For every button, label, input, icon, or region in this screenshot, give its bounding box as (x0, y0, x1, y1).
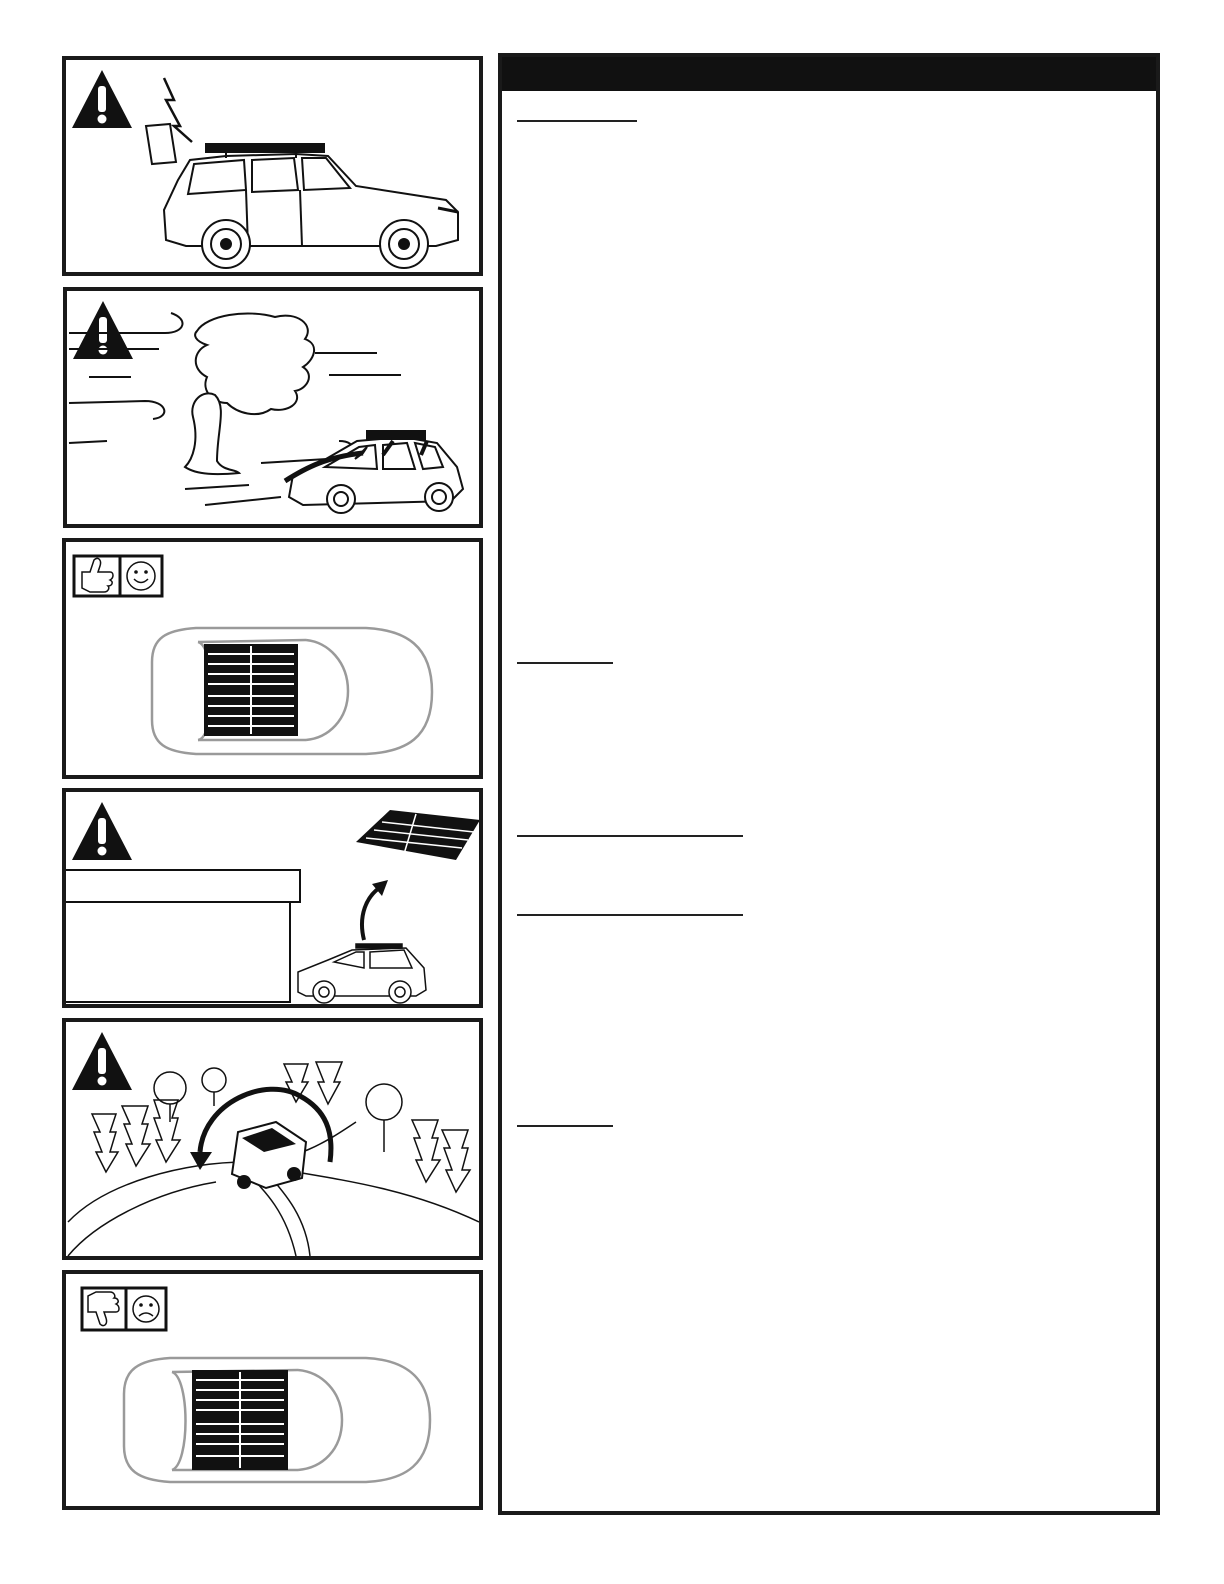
tilted-suv-icon (232, 1122, 306, 1189)
curved-arrow-icon (362, 880, 388, 940)
top-view-car-centered-rack-icon (152, 628, 432, 754)
warning-triangle-icon (72, 1032, 132, 1090)
frown-face-icon (126, 1288, 166, 1330)
warning-off-road-panel (62, 1018, 483, 1260)
section-heading-rule-4 (517, 914, 743, 916)
centered-roof-rack (204, 644, 298, 736)
wind-illustration (67, 291, 479, 524)
warning-tailgate-panel (62, 56, 483, 276)
garage-clearance-bar (66, 870, 300, 1002)
offset-roof-rack (192, 1370, 288, 1470)
instructions-header-bar (502, 57, 1156, 91)
correct-placement-illustration (66, 542, 479, 775)
tailgate-illustration (66, 60, 479, 272)
roof-rack-icon (356, 810, 479, 860)
warning-wind-panel (63, 287, 483, 528)
tree-in-wind-icon (185, 313, 314, 474)
clearance-illustration (66, 792, 479, 1004)
warning-triangle-icon (72, 802, 132, 860)
top-view-car-offset-rack-icon (124, 1358, 430, 1482)
section-heading-rule-2 (517, 662, 613, 664)
warning-triangle-icon (72, 70, 132, 128)
thumbs-up-icon (74, 556, 120, 596)
off-road-illustration (66, 1022, 479, 1256)
car-with-roof-rack-icon (285, 431, 463, 513)
incorrect-placement-illustration (66, 1274, 479, 1506)
correct-placement-panel (62, 538, 483, 779)
thumbs-down-icon (82, 1288, 126, 1330)
section-heading-rule-5 (517, 1125, 613, 1127)
warning-clearance-panel (62, 788, 483, 1008)
suv-icon (298, 944, 426, 1003)
section-heading-rule-1 (517, 120, 637, 122)
warning-triangle-icon (73, 301, 133, 359)
suv-with-roof-rack-icon (146, 124, 458, 268)
section-heading-rule-3 (517, 835, 743, 837)
instructions-text-panel (498, 53, 1160, 1515)
incorrect-placement-panel (62, 1270, 483, 1510)
smiley-face-icon (120, 556, 162, 596)
